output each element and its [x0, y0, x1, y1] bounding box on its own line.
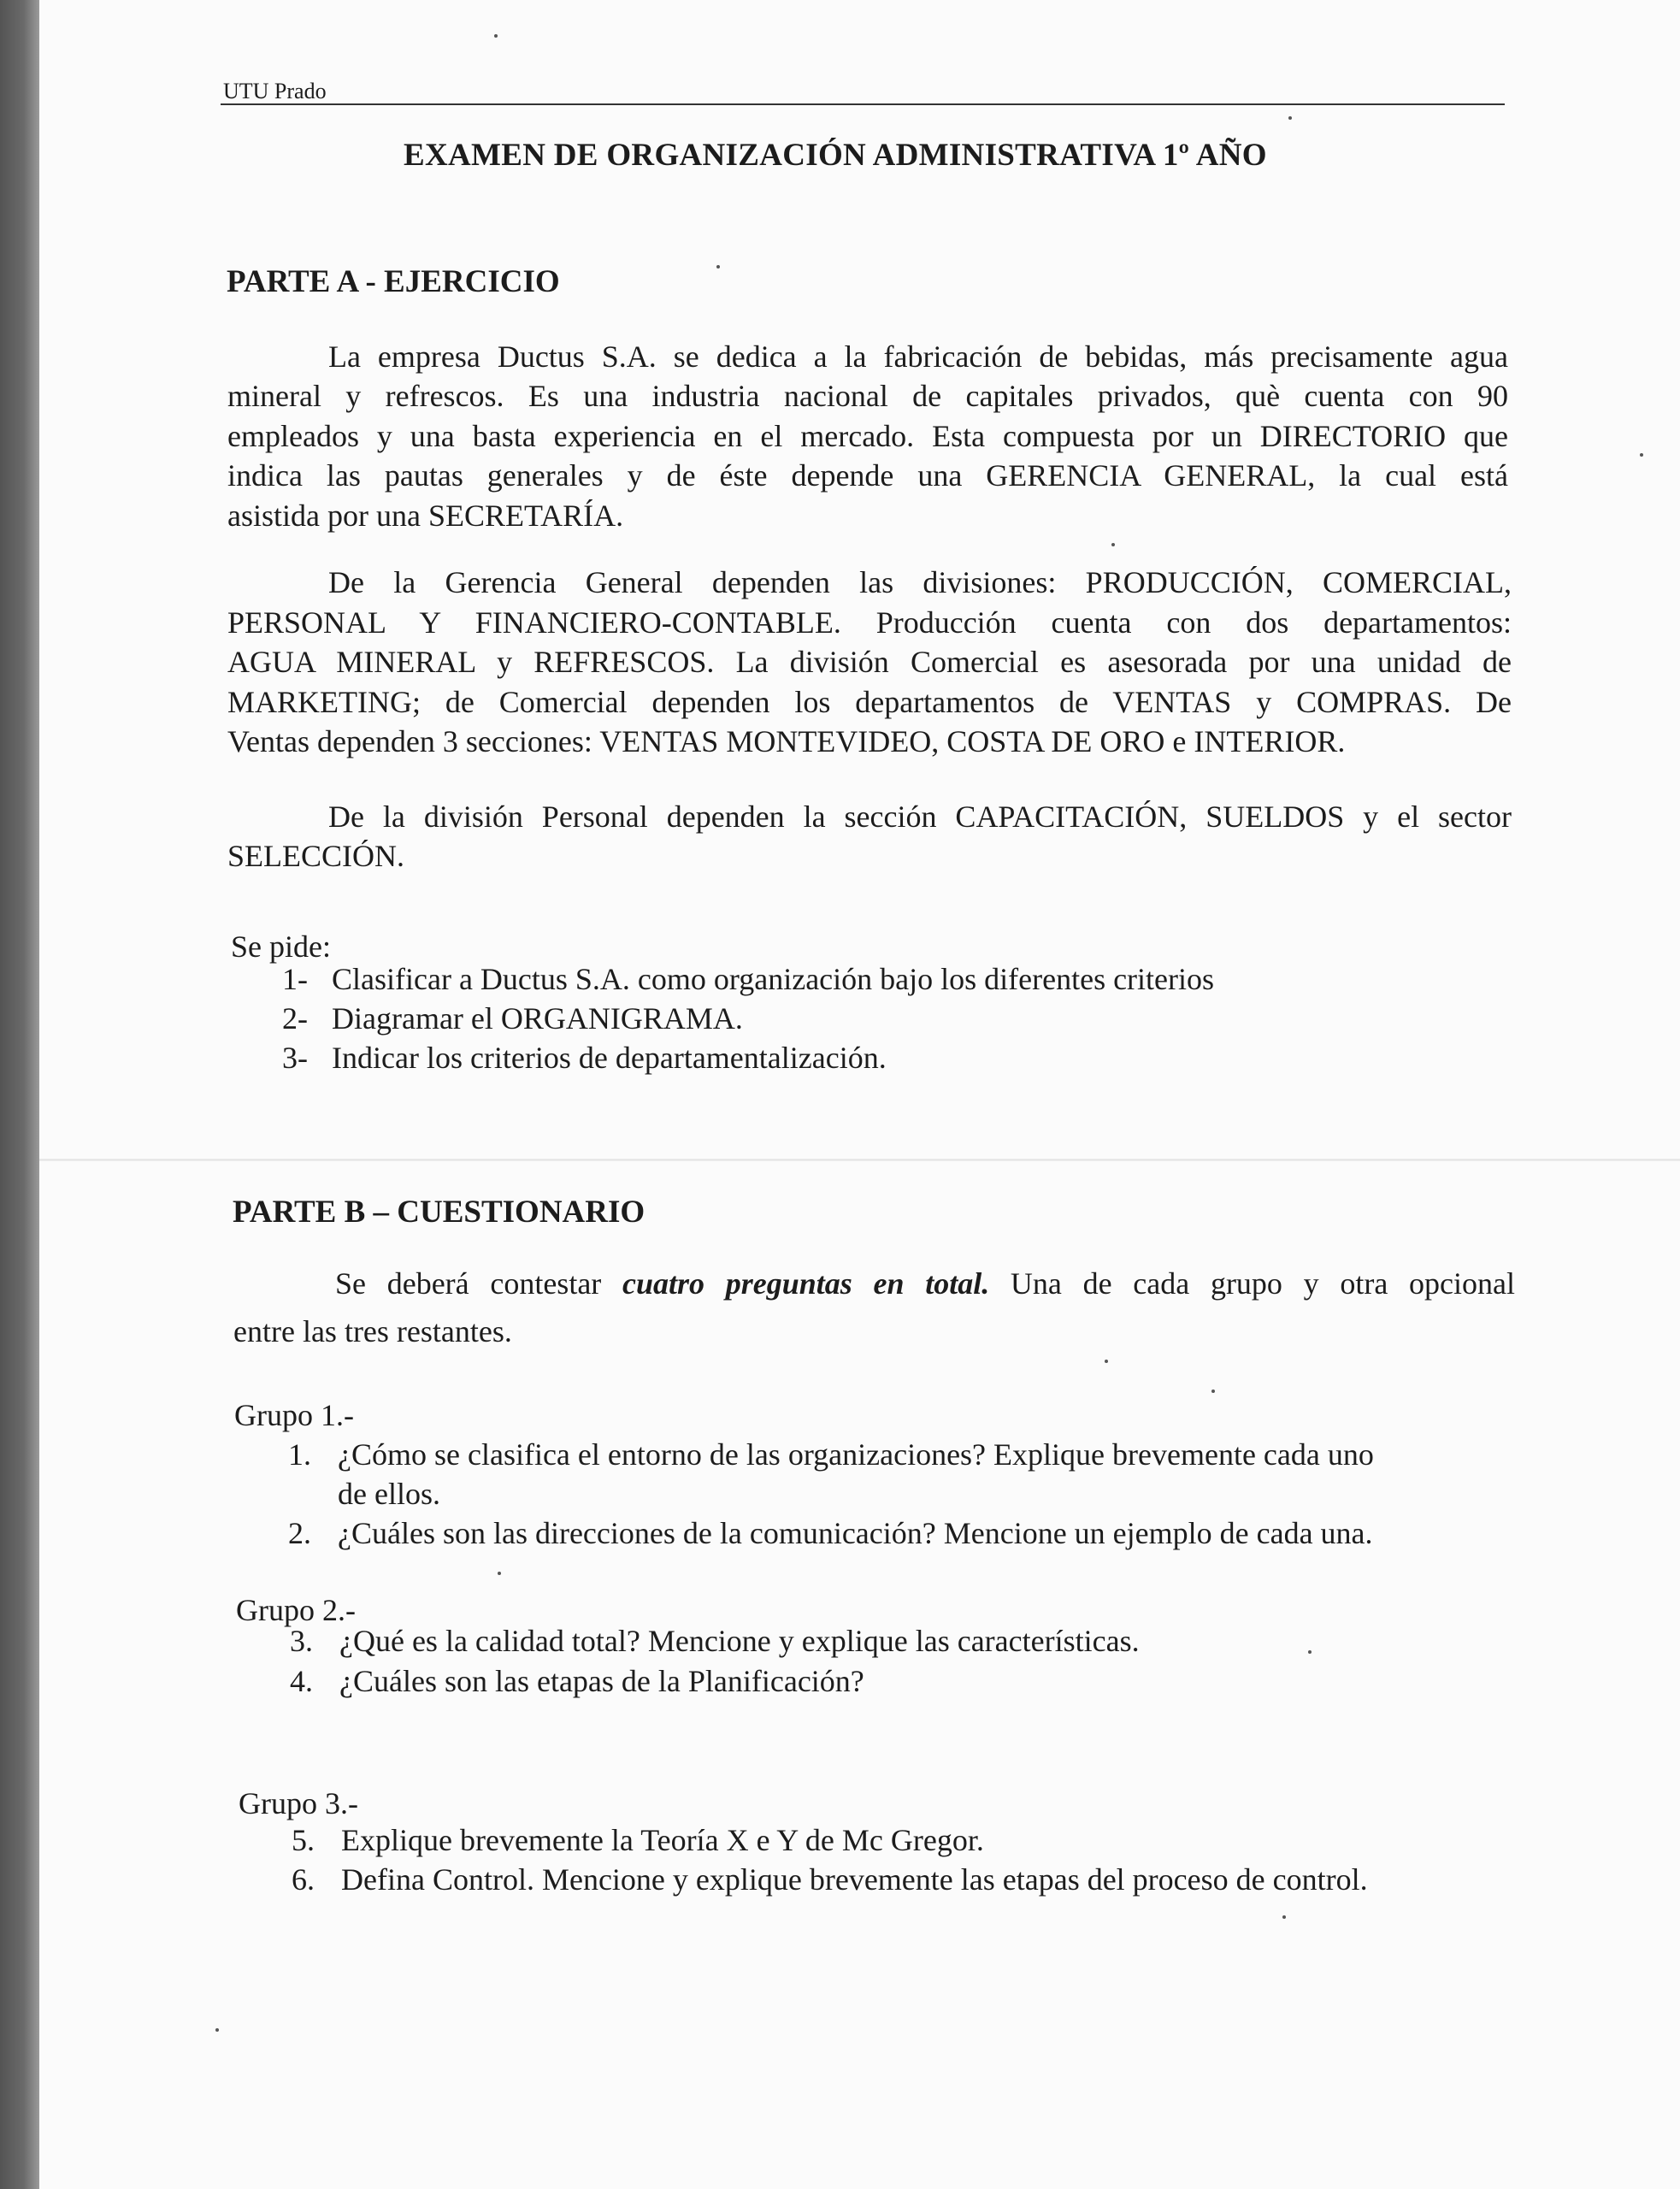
intro-line: entre las tres restantes.: [233, 1314, 512, 1348]
exam-title: EXAMEN DE ORGANIZACIÓN ADMINISTRATIVA 1º AÑO: [404, 138, 1267, 173]
paragraph-line: Ventas dependen 3 secciones: VENTAS MONTEVIDEO, COSTA DE ORO e INTERIOR.: [227, 724, 1346, 758]
question-text: Explique brevemente la Teoría X e Y de Mc Gregor.: [341, 1823, 984, 1857]
paragraph-line: mineral y refrescos. Es una industria nacional de capitales privados, què cuenta con 90: [227, 379, 1508, 413]
question-number: 1.: [288, 1437, 311, 1472]
paragraph-line: MARKETING; de Comercial dependen los departamentos de VENTAS y COMPRAS. De: [227, 685, 1512, 719]
school-name: UTU Prado: [223, 79, 327, 103]
intro-text: Una de cada grupo y otra opcional: [989, 1266, 1515, 1301]
question-number: 5.: [292, 1823, 315, 1857]
scan-edge: [0, 0, 39, 2189]
intro-line: [335, 1266, 1515, 1301]
question-text: ¿Cómo se clasifica el entorno de las organizaciones? Explique brevemente cada uno: [338, 1437, 1374, 1472]
group-title: Grupo 1.-: [234, 1398, 354, 1432]
task-item: [282, 1000, 743, 1036]
task-text: Diagramar el ORGANIGRAMA.: [332, 1001, 743, 1035]
paragraph-line: asistida por una SECRETARÍA.: [227, 499, 624, 533]
speck: [716, 265, 720, 268]
intro-text: Se deberá contestar: [335, 1266, 622, 1301]
parte-b-heading: PARTE B – CUESTIONARIO: [233, 1195, 645, 1230]
group-title: Grupo 2.-: [236, 1593, 356, 1627]
paragraph-line: SELECCIÓN.: [227, 839, 404, 873]
paragraph-line: AGUA MINERAL y REFRESCOS. La división Comercial es asesorada por una unidad de: [227, 645, 1512, 679]
task-text: Indicar los criterios de departamentalización.: [332, 1041, 887, 1075]
question-text: ¿Cuáles son las direcciones de la comunicación? Mencione un ejemplo de cada una.: [338, 1516, 1373, 1550]
paragraph-line: De la Gerencia General dependen las divisiones: PRODUCCIÓN, COMERCIAL,: [328, 565, 1512, 599]
speck: [1111, 543, 1115, 546]
header-rule: [221, 103, 1505, 105]
task-number: 3-: [282, 1041, 308, 1075]
paragraph-line: indica las pautas generales y de éste depende una GERENCIA GENERAL, la cual está: [227, 458, 1508, 493]
question-number: 4.: [290, 1664, 313, 1698]
paragraph-line: La empresa Ductus S.A. se dedica a la fabricación de bebidas, más precisamente agua: [328, 339, 1508, 374]
task-item: [282, 961, 1214, 997]
question-number: 2.: [288, 1516, 311, 1550]
paragraph-line: PERSONAL Y FINANCIERO-CONTABLE. Producción cuenta con dos departamentos:: [227, 605, 1512, 640]
speck: [494, 34, 498, 38]
se-pide-label: Se pide:: [231, 929, 331, 964]
speck: [1211, 1390, 1215, 1393]
paragraph-line: empleados y una basta experiencia en el mercado. Esta compuesta por un DIRECTORIO que: [227, 419, 1508, 453]
speck: [215, 2028, 219, 2032]
speck: [1640, 453, 1643, 457]
task-item: [282, 1040, 887, 1076]
task-number: 1-: [282, 962, 308, 996]
question-text: ¿Qué es la calidad total? Mencione y explique las características.: [339, 1624, 1140, 1658]
question-number: 3.: [290, 1624, 313, 1658]
speck: [1288, 116, 1292, 120]
speck: [1282, 1915, 1286, 1919]
question-text: Defina Control. Mencione y explique brevemente las etapas del proceso de control.: [341, 1862, 1368, 1897]
intro-emphasis: cuatro preguntas en total.: [622, 1266, 990, 1301]
paper-sheet: [39, 0, 1680, 2189]
group-title: Grupo 3.-: [239, 1786, 358, 1820]
question-text: ¿Cuáles son las etapas de la Planificación?: [339, 1664, 864, 1698]
task-number: 2-: [282, 1001, 308, 1035]
paragraph-line: De la división Personal dependen la sección CAPACITACIÓN, SUELDOS y el sector: [328, 799, 1512, 834]
speck: [498, 1572, 501, 1575]
question-text: de ellos.: [338, 1477, 440, 1511]
parte-a-heading: PARTE A - EJERCICIO: [227, 264, 560, 299]
speck: [1105, 1360, 1108, 1363]
speck: [1308, 1650, 1312, 1654]
question-number: 6.: [292, 1862, 315, 1897]
paper-fold: [39, 1159, 1680, 1161]
task-text: Clasificar a Ductus S.A. como organización bajo los diferentes criterios: [332, 962, 1215, 996]
